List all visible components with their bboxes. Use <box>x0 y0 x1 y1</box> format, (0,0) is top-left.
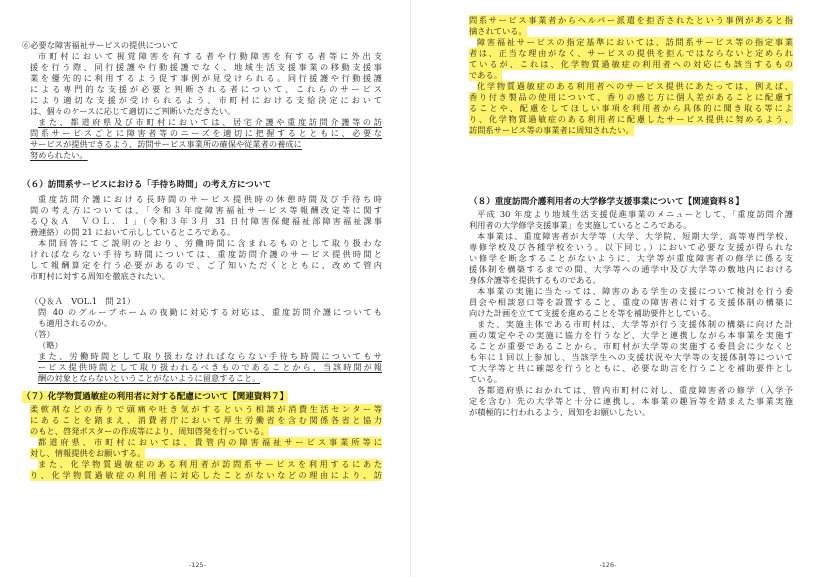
text-line: ることや、配慮をしてほしい事項を利用者から具体的に聞き取る等によ <box>469 103 793 113</box>
text-line: 努められたい。 <box>30 150 88 160</box>
text-line: 身体介護等を提供するものである。 <box>469 275 601 285</box>
page-number: -125- <box>188 561 207 569</box>
text-line: 平成 30 年度より地域生活支援促進事業のメニューとして、「重度訪問介護 <box>477 209 793 219</box>
text-line: 援を行う際、同行援護や行動援護でなく、地域生活支援事業の移動支援事 <box>30 62 382 72</box>
text-line: 者は、正当な理由がなく、サービスの提供を拒んではならないと定められ <box>469 48 793 58</box>
text-line: また、都道府県及び市町村においては、居宅介護や重度訪問介護等の訪 <box>38 117 382 127</box>
text-line: また、実施主体である市町村は、大学等が行う支援体制の構築に向けた計 <box>477 319 793 329</box>
text-line: 都道府県、市町村においては、貴管内の障害福祉サービス事業所等に <box>38 437 382 447</box>
text-line: である。 <box>469 70 502 80</box>
text-line: （答） <box>30 329 55 339</box>
text-line: 画の策定やその実施に協力を行うなど、大学と連携しながら本事業を実施す <box>469 330 793 340</box>
section-heading: （６）訪問系サービスにおける「手待ち時間」の考え方について <box>22 180 272 190</box>
text-line: 問系サービスごとに障害者等のニーズを適切に把握するとともに、必要な <box>30 128 382 138</box>
text-line: 員会や相談窓口等を設置すること、重度の障害者に対する支援体制の構築に <box>469 297 793 307</box>
text-line: 本事業の実施に当たっては、障害のある学生の支援について検討を行う委 <box>477 286 793 296</box>
text-line: 業を優先的に利用するよう促す事例が見受けられる。同行援護や行動援護 <box>30 73 382 83</box>
text-line: 対し、情報提供をお願いする。 <box>30 448 146 458</box>
text-line: 本事業は、重度障害者が大学等（大学、大学院、短期大学、高等専門学校、 <box>477 231 793 241</box>
text-line: り、化学物質過敏症のある利用者に配慮したサービス提供に努めるよう、 <box>469 114 793 124</box>
text-line: は、個々のケースに応じて適切にご判断いただきたい。 <box>30 106 236 116</box>
text-line: り、化学物質過敏症の利用者に対応したことがないなどの理由により、訪 <box>30 470 382 480</box>
text-line: ているが、これは、化学物質過敏症の利用者への対応にも該当するもの <box>469 59 793 69</box>
text-line: また、化学物質過敏症のある利用者が訪問系サービスを利用するにあた <box>38 459 382 469</box>
section-heading: （７）化学物質過敏症の利用者に対する配慮について【関連資料７】 <box>22 392 289 402</box>
section-heading: （８）重度訪問介護利用者の大学修学支援事業について【関連資料８】 <box>469 197 744 207</box>
text-line: も年に１回以上参加し、当該学生への支援状況や大学等の支援体制等について <box>469 352 793 362</box>
text-line: により適切な支援が受けられるよう、市町村における支給決定において <box>30 95 382 105</box>
text-line: ービス提供時間として取り扱われるべきものであることから、当該時間が報 <box>38 362 382 372</box>
text-line: 香り付き製品の使用について、香りの感じ方に個人差があることに配慮す <box>469 92 793 102</box>
text-line: 問系サービス事業者からヘルパー派遣を拒否されたという事例があると指 <box>469 15 793 25</box>
text-line: 重度訪問介護における長時間のサービス提供時の休憩時間及び手待ち時 <box>38 194 382 204</box>
text-line: 定を含む）先の大学等と十分に連携し、本事業の趣旨等を踏まえた事業実施 <box>469 396 793 406</box>
text-line: （略） <box>38 340 63 350</box>
text-line: 本問回答にてご説明のとおり、労働時間に含まれるものとして取り扱わな <box>38 238 382 248</box>
text-line: て大学等と共に確認を行うとともに、必要な助言を行うことを補助要件とし <box>469 363 793 373</box>
text-line: による専門的な支援が必要と判断される者について、これらのサービス <box>30 84 382 94</box>
text-line: 務連絡）の問 21 において示ししているところである。 <box>30 227 236 237</box>
text-line: のもと、啓発ポスターの作成等により、周知啓発を行っている。 <box>30 426 269 436</box>
text-line: 障害福祉サービスの指定基準においては、訪問系サービス等の指定事業 <box>477 37 793 47</box>
text-line: 利用者の大学修学支援事業」を実施しているところである。 <box>469 220 692 230</box>
text-line: 向けた計画を立てて支援を進めることを等を補助要件としている。 <box>469 308 717 318</box>
text-line: ⑥必要な障害福祉サービスの提供について <box>22 40 179 50</box>
text-line: が積極的に行われるよう、周知をお願いしたい。 <box>469 407 651 417</box>
text-line: 化学物質過敏症のある利用者へのサービス提供にあたっては、例えば、 <box>477 81 793 91</box>
text-line: 専修学校及び各種学校をいう。以下同じ。）において必要な支援が得られな <box>469 242 793 252</box>
text-line: 援体制を構築するまでの間、大学等への通学中及び大学等の敷地内における <box>469 264 793 274</box>
text-line: （Ｑ＆Ａ VOL.1 問 21） <box>30 296 136 306</box>
text-line: 訪問系サービス等の事業者に周知されたい。 <box>469 125 634 135</box>
text-line: 市町村において視覚障害を有する者や行動障害を有する者等に外出支 <box>38 51 382 61</box>
text-line: 問 40 のグループホームの夜勤に対応する対応は、重度訪問介護についても <box>38 307 382 317</box>
text-line: ることが重要であることから、市町村が大学等の実施する委員会に少なくと <box>469 341 793 351</box>
text-line: 摘されている。 <box>469 26 527 36</box>
page-number: -126- <box>599 561 617 569</box>
text-line: ければならない手待ち時間については、重度訪問介護のサービス提供時間と <box>30 249 382 259</box>
text-line: にあることを踏まえ、消費者庁において厚生労働省を含む関係各省と協力 <box>30 415 382 425</box>
text-line: 市町村に対する周知を徹底されたい。 <box>30 271 171 281</box>
right-page <box>410 0 805 577</box>
text-line: 間の考え方については、「令和３年度障害福祉サービス等報酬改定等に関す <box>30 205 382 215</box>
text-line: ている。 <box>469 374 502 384</box>
text-line: して報酬算定を行う必要があるので、ご了知いただくとともに、改めて管内 <box>30 260 382 270</box>
text-line: また、労働時間として取り扱わなければならない手待ち時間についてもサ <box>38 351 382 361</box>
text-line: るＱ＆Ａ ＶＯＬ．１」（令和３年３月 31 日付障害保健福祉部障害福祉課事 <box>30 216 382 226</box>
text-line: も適用されるのか。 <box>38 318 113 328</box>
text-line: 柔軟剤などの香りで頭痛や吐き気がするという相談が消費生活センター等 <box>30 404 382 414</box>
text-line: サービスが提供できるよう、訪問サービス事業所の確保や従業者の養成に <box>30 139 302 149</box>
text-line: 各都道府県におかれては、管内市町村に対し、重度障害者の修学（入学予 <box>477 385 793 395</box>
text-line: い修学を断念することがないように、大学等が重度障害者の修学に係る支 <box>469 253 793 263</box>
text-line: 酬の対象とならないということがないように留意すること。 <box>38 373 261 383</box>
left-page <box>0 0 395 577</box>
